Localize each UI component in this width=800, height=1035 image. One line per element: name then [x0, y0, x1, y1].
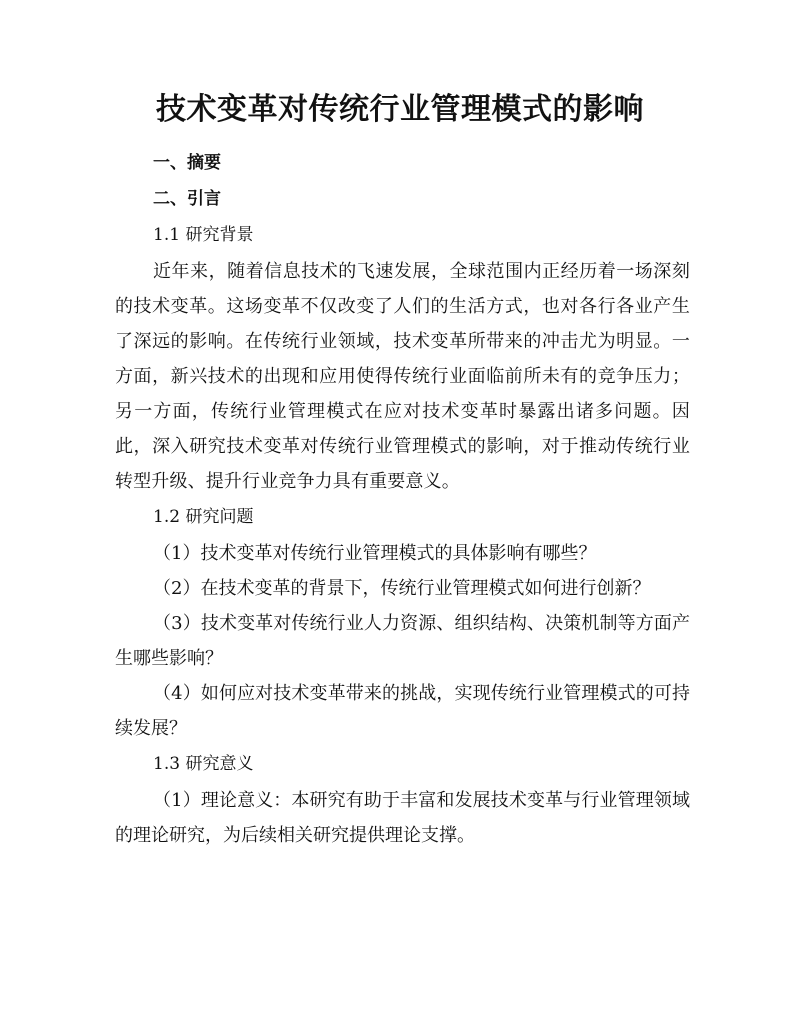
section-heading-introduction: 二、引言 [153, 189, 221, 209]
subsection-heading-background: 1.1 研究背景 [153, 225, 254, 245]
research-question-2: （2）在技术变革的背景下，传统行业管理模式如何进行创新？ [153, 578, 651, 599]
section-heading-abstract: 一、摘要 [153, 153, 221, 173]
subsection-heading-questions: 1.2 研究问题 [153, 507, 254, 527]
background-paragraph: 近年来，随着信息技术的飞速发展，全球范围内正经历着一场深刻的技术变革。这场变革不仅改变了人们的生活方式，也对各行各业产生了深远的影响。在传统行业领域，技术变革所带来的冲击尤为明显。一方面，新兴技术的出现和应用使得传统行业面临前所未有的竞争压力；另一方面，传统行业管理模式在应对技术变革时暴露出诸多问题。因此，深入研究技术变革对传统行业管理模式的影响，对于推动传统行业转型升级、提升行业竞争力具有重要意义。 [115, 261, 690, 492]
document-title: 技术变革对传统行业管理模式的影响 [156, 92, 644, 127]
research-question-3: （3）技术变革对传统行业人力资源、组织结构、决策机制等方面产生哪些影响？ [115, 613, 690, 669]
subsection-heading-significance: 1.3 研究意义 [153, 754, 254, 774]
document-body [115, 145, 690, 853]
research-question-1: （1）技术变革对传统行业管理模式的具体影响有哪些？ [153, 543, 597, 564]
research-question-4: （4）如何应对技术变革带来的挑战，实现传统行业管理模式的可持续发展？ [115, 683, 690, 739]
significance-item-1: （1）理论意义：本研究有助于丰富和发展技术变革与行业管理领域的理论研究，为后续相关研究提供理论支撑。 [115, 790, 690, 846]
